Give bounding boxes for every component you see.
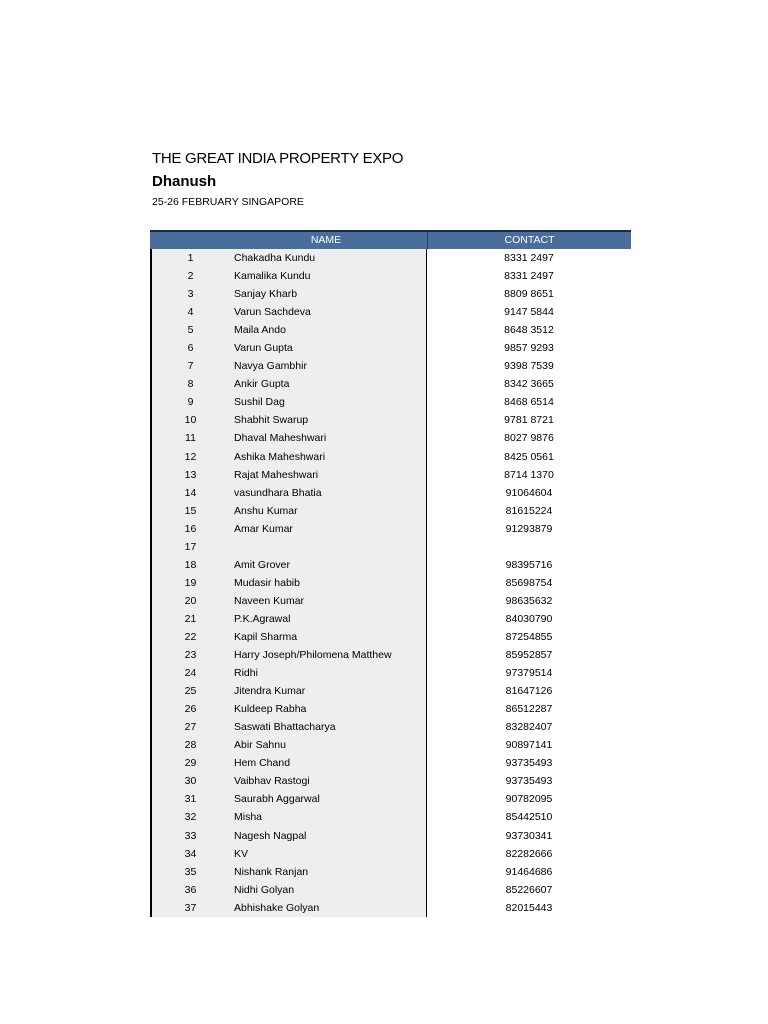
row-number-cell: 18 [150,556,225,574]
name-cell: Dhaval Maheshwari [225,429,427,447]
table-row [150,375,631,393]
name-cell: Nishank Ranjan [225,863,427,881]
name-cell: Shabhit Swarup [225,411,427,429]
table-row [150,899,631,917]
table-row [150,574,631,592]
contact-cell: 8809 8651 [427,285,631,303]
contact-cell: 91464686 [427,863,631,881]
table-row [150,267,631,285]
table-row [150,772,631,790]
table-row [150,448,631,466]
table-row [150,592,631,610]
name-cell: Abhishake Golyan [225,899,427,917]
row-number-cell: 30 [150,772,225,790]
contact-cell: 9398 7539 [427,357,631,375]
row-number-cell: 36 [150,881,225,899]
name-cell: Nidhi Golyan [225,881,427,899]
name-cell: Anshu Kumar [225,502,427,520]
contact-cell: 84030790 [427,610,631,628]
table-row [150,357,631,375]
name-cell: Amit Grover [225,556,427,574]
name-cell: Maila Ando [225,321,427,339]
table-row [150,556,631,574]
row-number-cell: 34 [150,845,225,863]
contact-cell: 90897141 [427,736,631,754]
table-row [150,339,631,357]
name-cell: Misha [225,808,427,826]
row-number-cell: 22 [150,628,225,646]
name-cell: Varun Sachdeva [225,303,427,321]
table-row [150,520,631,538]
name-cell: Saswati Bhattacharya [225,718,427,736]
table-row [150,646,631,664]
document-subtitle: Dhanush [152,173,217,190]
name-cell: vasundhara Bhatia [225,484,427,502]
contact-cell: 91293879 [427,520,631,538]
name-cell: Jitendra Kumar [225,682,427,700]
table-row [150,863,631,881]
column-header-number [150,232,225,249]
table-row [150,845,631,863]
contact-cell: 86512287 [427,700,631,718]
row-number-cell: 25 [150,682,225,700]
contact-cell: 9147 5844 [427,303,631,321]
name-cell: Varun Gupta [225,339,427,357]
table-row [150,628,631,646]
contact-cell: 91064604 [427,484,631,502]
table-row [150,808,631,826]
row-number-cell: 11 [150,429,225,447]
contact-cell: 98395716 [427,556,631,574]
row-number-cell: 29 [150,754,225,772]
table-row [150,285,631,303]
row-number-cell: 4 [150,303,225,321]
row-number-cell: 19 [150,574,225,592]
name-cell: Amar Kumar [225,520,427,538]
contact-cell: 82015443 [427,899,631,917]
table-row [150,736,631,754]
table-body [150,249,631,917]
name-cell: P.K.Agrawal [225,610,427,628]
contact-cell: 8425 0561 [427,448,631,466]
contact-cell: 8714 1370 [427,466,631,484]
table-header-row [150,232,631,249]
name-cell [225,538,427,556]
row-number-cell: 37 [150,899,225,917]
name-cell: Naveen Kumar [225,592,427,610]
row-number-cell: 23 [150,646,225,664]
row-number-cell: 26 [150,700,225,718]
row-number-cell: 24 [150,664,225,682]
row-number-cell: 3 [150,285,225,303]
name-cell: Kuldeep Rabha [225,700,427,718]
contact-cell: 8027 9876 [427,429,631,447]
contact-cell: 98635632 [427,592,631,610]
name-cell: Ashika Maheshwari [225,448,427,466]
contact-cell: 81647126 [427,682,631,700]
row-number-cell: 12 [150,448,225,466]
row-number-cell: 28 [150,736,225,754]
table-row [150,682,631,700]
table-row [150,538,631,556]
table-row [150,881,631,899]
contact-cell: 85442510 [427,808,631,826]
contact-cell: 83282407 [427,718,631,736]
name-cell: Abir Sahnu [225,736,427,754]
contact-cell: 8331 2497 [427,249,631,267]
row-number-cell: 35 [150,863,225,881]
table-row [150,502,631,520]
contact-cell: 82282666 [427,845,631,863]
name-cell: Harry Joseph/Philomena Matthew [225,646,427,664]
table-row [150,610,631,628]
contact-cell: 85698754 [427,574,631,592]
contact-cell: 81615224 [427,502,631,520]
contact-cell: 93735493 [427,754,631,772]
table-row [150,700,631,718]
contact-cell: 8342 3665 [427,375,631,393]
row-number-cell: 27 [150,718,225,736]
document-title: THE GREAT INDIA PROPERTY EXPO [152,150,404,167]
table-row [150,321,631,339]
contact-cell: 8468 6514 [427,393,631,411]
table-row [150,466,631,484]
contact-cell: 90782095 [427,790,631,808]
contact-cell: 8648 3512 [427,321,631,339]
row-number-cell: 7 [150,357,225,375]
row-number-cell: 9 [150,393,225,411]
table-row [150,484,631,502]
contact-cell: 97379514 [427,664,631,682]
contact-table [150,230,631,917]
name-cell: KV [225,845,427,863]
row-number-cell: 15 [150,502,225,520]
name-cell: Sushil Dag [225,393,427,411]
row-number-cell: 5 [150,321,225,339]
name-cell: Nagesh Nagpal [225,827,427,845]
row-number-cell: 2 [150,267,225,285]
contact-cell: 9781 8721 [427,411,631,429]
row-number-cell: 13 [150,466,225,484]
table-row [150,393,631,411]
row-number-cell: 17 [150,538,225,556]
contact-cell: 85226607 [427,881,631,899]
event-dates: 25-26 FEBRUARY SINGAPORE [152,196,304,208]
table-row [150,249,631,267]
name-cell: Rajat Maheshwari [225,466,427,484]
row-number-cell: 33 [150,827,225,845]
row-number-cell: 21 [150,610,225,628]
table-row [150,754,631,772]
row-number-cell: 31 [150,790,225,808]
row-number-cell: 20 [150,592,225,610]
column-header-contact: CONTACT [504,234,555,246]
table-row [150,790,631,808]
name-cell: Ankir Gupta [225,375,427,393]
row-number-cell: 32 [150,808,225,826]
contact-cell: 85952857 [427,646,631,664]
name-cell: Kamalika Kundu [225,267,427,285]
row-number-cell: 8 [150,375,225,393]
name-cell: Navya Gambhir [225,357,427,375]
row-number-cell: 16 [150,520,225,538]
contact-cell: 93735493 [427,772,631,790]
column-header-name: NAME [225,232,428,249]
table-row [150,429,631,447]
contact-cell: 8331 2497 [427,267,631,285]
row-number-cell: 1 [150,249,225,267]
contact-cell: 93730341 [427,827,631,845]
row-number-cell: 10 [150,411,225,429]
table-row [150,411,631,429]
contact-cell: 9857 9293 [427,339,631,357]
name-cell: Hem Chand [225,754,427,772]
name-cell: Chakadha Kundu [225,249,427,267]
row-number-cell: 14 [150,484,225,502]
name-cell: Ridhi [225,664,427,682]
table-row [150,664,631,682]
contact-cell [427,538,631,556]
table-row [150,303,631,321]
name-cell: Saurabh Aggarwal [225,790,427,808]
name-cell: Mudasir habib [225,574,427,592]
name-cell: Kapil Sharma [225,628,427,646]
row-number-cell: 6 [150,339,225,357]
table-row [150,827,631,845]
table-row [150,718,631,736]
name-cell: Sanjay Kharb [225,285,427,303]
name-cell: Vaibhav Rastogi [225,772,427,790]
contact-cell: 87254855 [427,628,631,646]
